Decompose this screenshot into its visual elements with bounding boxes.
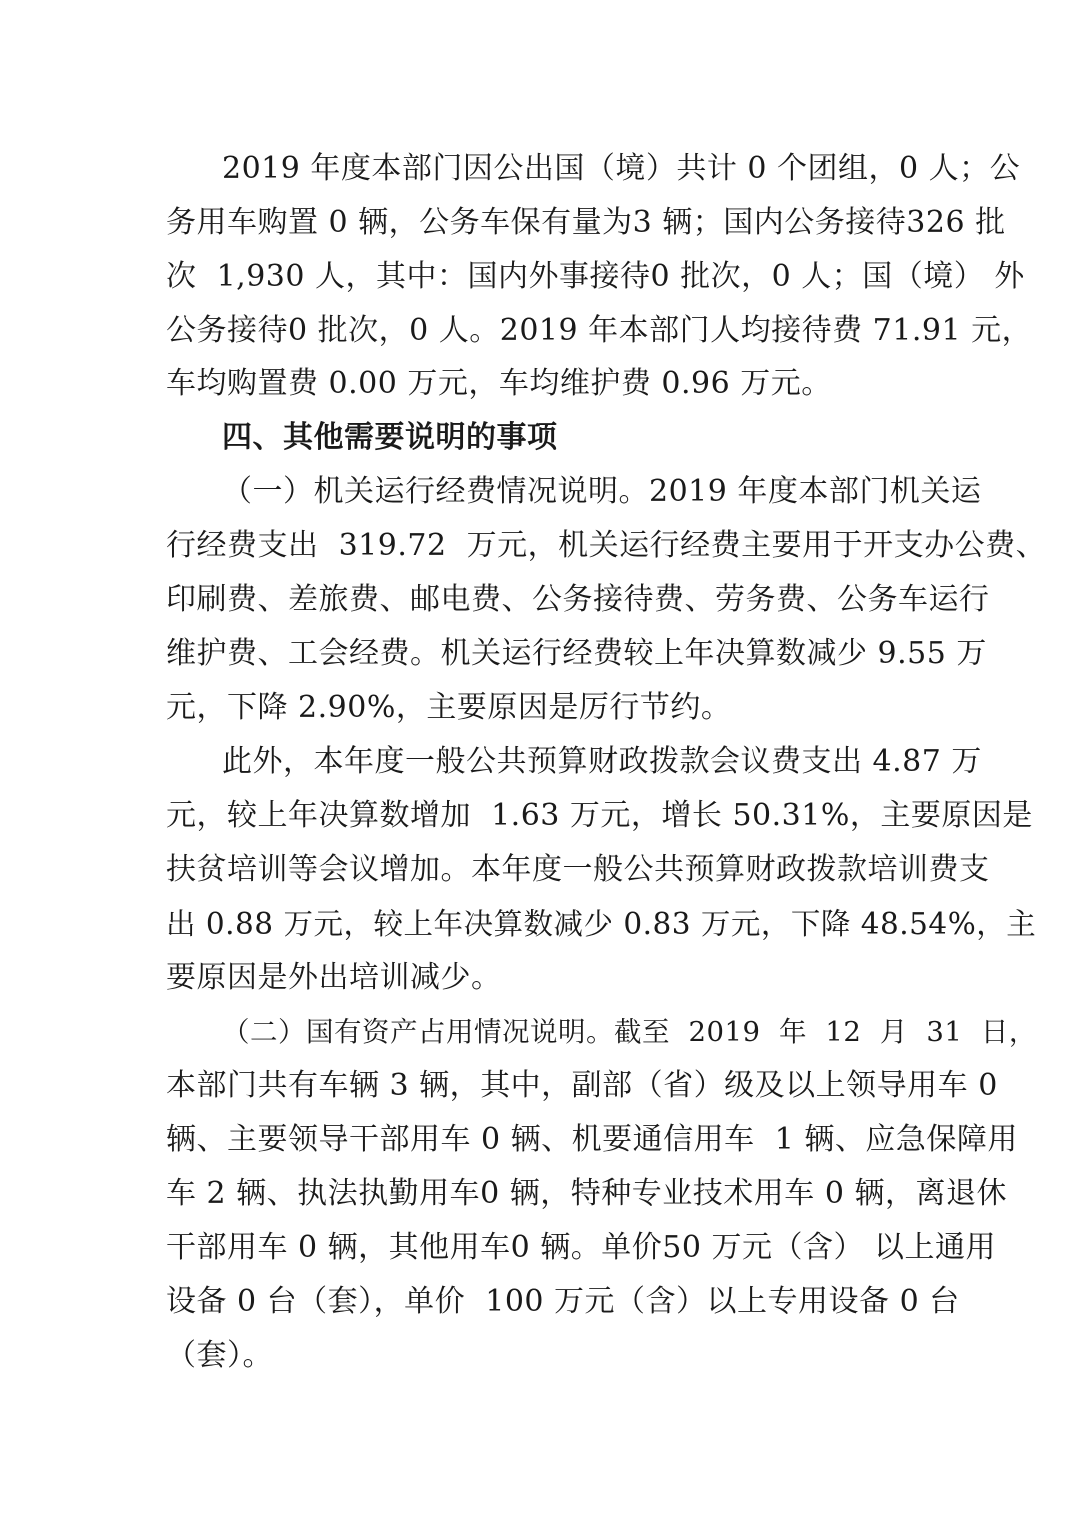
- text-line: 干部用车 0 辆，其他用车0 辆。单价50 万元（含） 以上通用: [166, 1230, 997, 1265]
- text-line: 车均购置费 0.00 万元，车均维护费 0.96 万元。: [166, 366, 832, 401]
- text-line: 设备 0 台（套），单价 100 万元（含）以上专用设备 0 台: [166, 1284, 960, 1319]
- text-line: （一）机关运行经费情况说明。2019 年度本部门机关运: [222, 474, 982, 509]
- text-line: 元，下降 2.90%，主要原因是厉行节约。: [166, 690, 732, 725]
- text-line: 元，较上年决算数增加 1.63 万元，增长 50.31%，主要原因是: [166, 798, 1033, 833]
- text-line: 要原因是外出培训减少。: [166, 960, 502, 995]
- text-line: 本部门共有车辆 3 辆，其中，副部（省）级及以上领导用车 0: [166, 1068, 998, 1103]
- section-heading: 四、其他需要说明的事项: [222, 420, 558, 455]
- text-line: 行经费支出 319.72 万元，机关运行经费主要用于开支办公费、: [166, 528, 1047, 563]
- text-line: 维护费、工会经费。机关运行经费较上年决算数减少 9.55 万: [166, 636, 987, 671]
- text-line: 车 2 辆、执法执勤用车0 辆，特种专业技术用车 0 辆，离退休: [166, 1176, 1007, 1211]
- text-line: 出 0.88 万元，较上年决算数减少 0.83 万元，下降 48.54%，主: [166, 907, 1037, 941]
- text-line: 辆、主要领导干部用车 0 辆、机要通信用车 1 辆、应急保障用: [166, 1122, 1018, 1157]
- text-line: 公务接待0 批次，0 人。2019 年本部门人均接待费 71.91 元，: [166, 313, 1033, 348]
- text-line: 次 1,930 人，其中：国内外事接待0 批次，0 人；国（境） 外: [166, 259, 1025, 294]
- text-line: 印刷费、差旅费、邮电费、公务接待费、劳务费、公务车运行: [166, 582, 990, 617]
- text-line: 务用车购置 0 辆，公务车保有量为3 辆；国内公务接待326 批: [166, 205, 1006, 240]
- text-line: （二）国有资产占用情况说明。截至 2019 年 12 月 31 日，: [222, 1016, 1037, 1048]
- text-line: 此外，本年度一般公共预算财政拨款会议费支出 4.87 万: [222, 744, 982, 779]
- text-line: （套）。: [166, 1338, 273, 1373]
- text-line: 2019 年度本部门因公出国（境）共计 0 个团组，0 人；公: [222, 151, 1021, 186]
- text-line: 扶贫培训等会议增加。本年度一般公共预算财政拨款培训费支: [166, 852, 990, 887]
